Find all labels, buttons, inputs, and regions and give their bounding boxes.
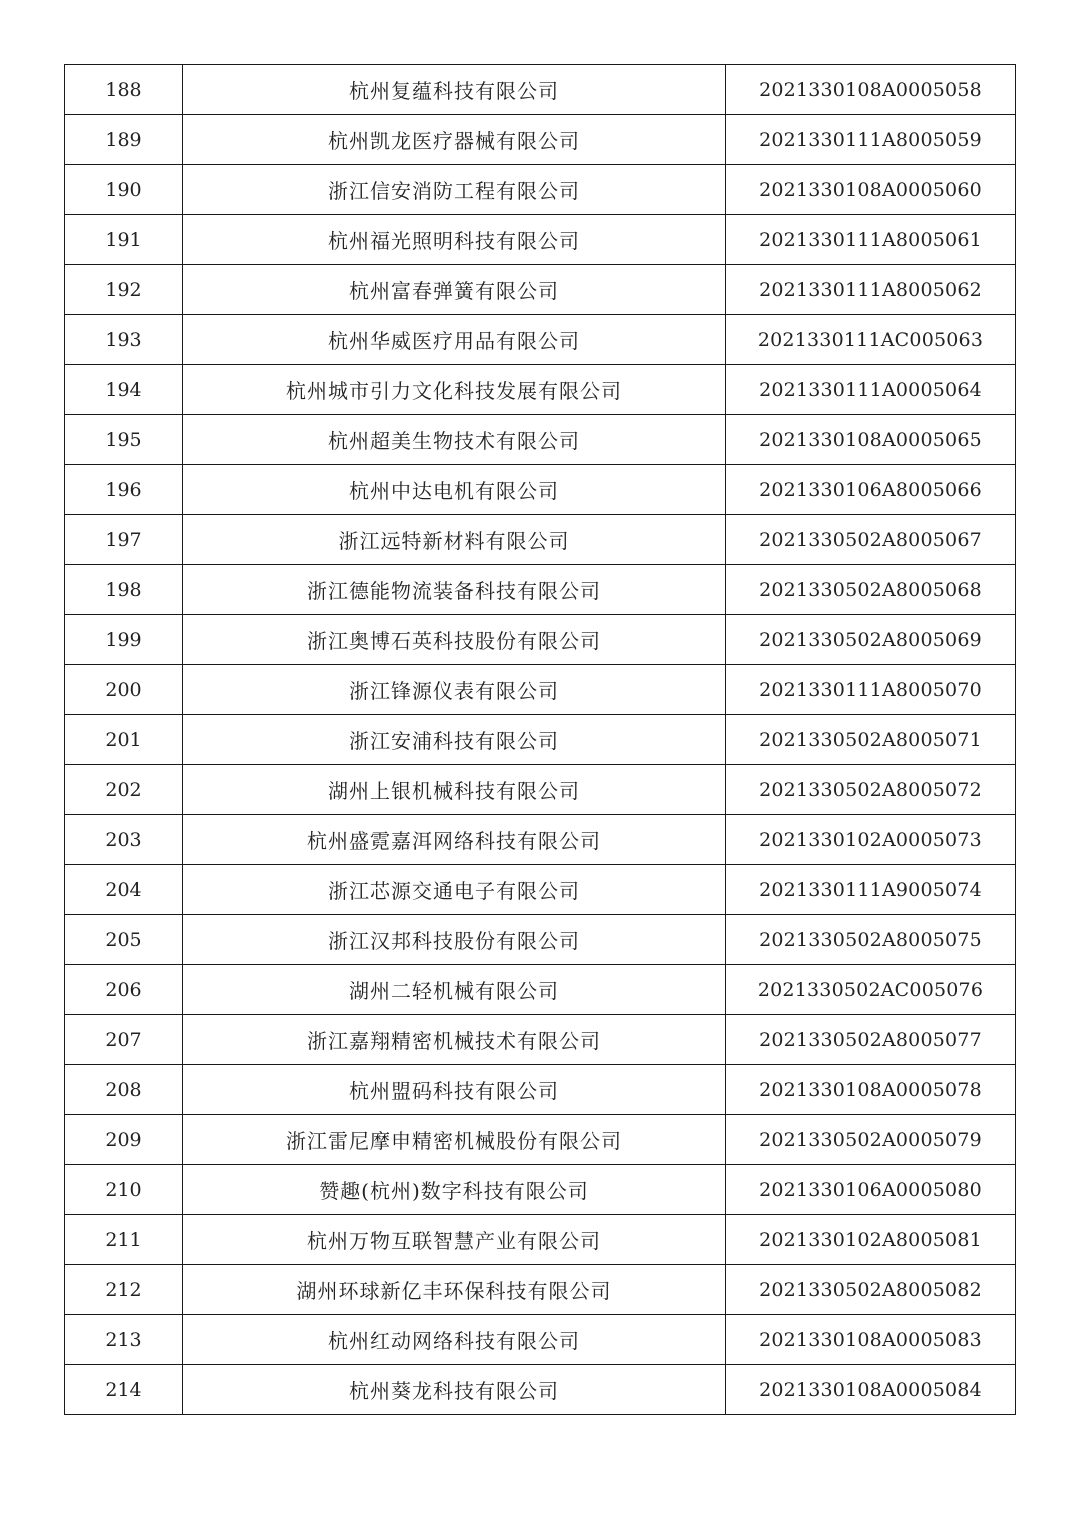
row-number-cell: 203	[65, 815, 183, 865]
row-number-cell: 199	[65, 615, 183, 665]
table-row	[65, 965, 1016, 1015]
company-name-cell: 杭州盟码科技有限公司	[183, 1065, 726, 1115]
row-number-cell: 202	[65, 765, 183, 815]
registration-code-cell: 2021330111A8005070	[726, 665, 1016, 715]
registration-code-cell: 2021330502A0005079	[726, 1115, 1016, 1165]
company-name-cell: 杭州华威医疗用品有限公司	[183, 315, 726, 365]
registration-code-cell: 2021330108A0005065	[726, 415, 1016, 465]
table-row	[65, 515, 1016, 565]
registration-code-cell: 2021330111A9005074	[726, 865, 1016, 915]
table-row	[65, 915, 1016, 965]
table-row	[65, 715, 1016, 765]
registration-code-cell: 2021330111A8005062	[726, 265, 1016, 315]
company-name-cell: 赞趣(杭州)数字科技有限公司	[183, 1165, 726, 1215]
registration-code-cell: 2021330111A8005059	[726, 115, 1016, 165]
company-name-cell: 浙江奥博石英科技股份有限公司	[183, 615, 726, 665]
row-number-cell: 205	[65, 915, 183, 965]
company-name-cell: 杭州超美生物技术有限公司	[183, 415, 726, 465]
row-number-cell: 195	[65, 415, 183, 465]
table-row	[65, 1265, 1016, 1315]
company-registry-table	[64, 64, 1016, 1415]
row-number-cell: 188	[65, 65, 183, 115]
table-row	[65, 1215, 1016, 1265]
row-number-cell: 211	[65, 1215, 183, 1265]
table-row	[65, 815, 1016, 865]
table-row	[65, 65, 1016, 115]
registration-code-cell: 2021330502A8005072	[726, 765, 1016, 815]
company-name-cell: 杭州复蕴科技有限公司	[183, 65, 726, 115]
table-row	[65, 265, 1016, 315]
registration-code-cell: 2021330106A8005066	[726, 465, 1016, 515]
company-name-cell: 浙江芯源交通电子有限公司	[183, 865, 726, 915]
row-number-cell: 190	[65, 165, 183, 215]
table-row	[65, 465, 1016, 515]
company-name-cell: 浙江雷尼摩申精密机械股份有限公司	[183, 1115, 726, 1165]
registration-code-cell: 2021330502A8005082	[726, 1265, 1016, 1315]
row-number-cell: 198	[65, 565, 183, 615]
company-name-cell: 湖州二轻机械有限公司	[183, 965, 726, 1015]
row-number-cell: 208	[65, 1065, 183, 1115]
table-row	[65, 1065, 1016, 1115]
company-name-cell: 杭州福光照明科技有限公司	[183, 215, 726, 265]
table-row	[65, 765, 1016, 815]
table-row	[65, 415, 1016, 465]
table-row	[65, 1165, 1016, 1215]
row-number-cell: 212	[65, 1265, 183, 1315]
company-name-cell: 浙江汉邦科技股份有限公司	[183, 915, 726, 965]
registration-code-cell: 2021330502AC005076	[726, 965, 1016, 1015]
registration-code-cell: 2021330502A8005075	[726, 915, 1016, 965]
table-row	[65, 615, 1016, 665]
company-name-cell: 杭州红动网络科技有限公司	[183, 1315, 726, 1365]
row-number-cell: 191	[65, 215, 183, 265]
company-name-cell: 杭州盛霓嘉洱网络科技有限公司	[183, 815, 726, 865]
table-row	[65, 665, 1016, 715]
company-name-cell: 杭州葵龙科技有限公司	[183, 1365, 726, 1415]
row-number-cell: 192	[65, 265, 183, 315]
row-number-cell: 200	[65, 665, 183, 715]
registration-code-cell: 2021330108A0005060	[726, 165, 1016, 215]
table-row	[65, 1365, 1016, 1415]
table-row	[65, 1015, 1016, 1065]
registration-code-cell: 2021330108A0005078	[726, 1065, 1016, 1115]
row-number-cell: 194	[65, 365, 183, 415]
row-number-cell: 201	[65, 715, 183, 765]
registration-code-cell: 2021330502A8005068	[726, 565, 1016, 615]
row-number-cell: 189	[65, 115, 183, 165]
company-name-cell: 浙江德能物流装备科技有限公司	[183, 565, 726, 615]
company-name-cell: 浙江远特新材料有限公司	[183, 515, 726, 565]
registration-code-cell: 2021330102A0005073	[726, 815, 1016, 865]
row-number-cell: 213	[65, 1315, 183, 1365]
company-name-cell: 杭州凯龙医疗器械有限公司	[183, 115, 726, 165]
company-name-cell: 湖州上银机械科技有限公司	[183, 765, 726, 815]
table-row	[65, 565, 1016, 615]
company-name-cell: 杭州万物互联智慧产业有限公司	[183, 1215, 726, 1265]
registration-code-cell: 2021330111A8005061	[726, 215, 1016, 265]
registration-code-cell: 2021330111A0005064	[726, 365, 1016, 415]
company-name-cell: 浙江嘉翔精密机械技术有限公司	[183, 1015, 726, 1065]
row-number-cell: 214	[65, 1365, 183, 1415]
table-row	[65, 865, 1016, 915]
registration-code-cell: 2021330502A8005071	[726, 715, 1016, 765]
row-number-cell: 197	[65, 515, 183, 565]
registration-code-cell: 2021330502A8005067	[726, 515, 1016, 565]
registration-code-cell: 2021330502A8005077	[726, 1015, 1016, 1065]
company-name-cell: 杭州城市引力文化科技发展有限公司	[183, 365, 726, 415]
table-row	[65, 165, 1016, 215]
row-number-cell: 209	[65, 1115, 183, 1165]
row-number-cell: 207	[65, 1015, 183, 1065]
registration-code-cell: 2021330102A8005081	[726, 1215, 1016, 1265]
table-row	[65, 115, 1016, 165]
row-number-cell: 196	[65, 465, 183, 515]
table-row	[65, 1115, 1016, 1165]
registration-code-cell: 2021330108A0005084	[726, 1365, 1016, 1415]
registration-code-cell: 2021330111AC005063	[726, 315, 1016, 365]
company-name-cell: 浙江安浦科技有限公司	[183, 715, 726, 765]
table-row	[65, 315, 1016, 365]
registration-code-cell: 2021330502A8005069	[726, 615, 1016, 665]
company-name-cell: 湖州环球新亿丰环保科技有限公司	[183, 1265, 726, 1315]
company-name-cell: 浙江信安消防工程有限公司	[183, 165, 726, 215]
row-number-cell: 210	[65, 1165, 183, 1215]
company-name-cell: 杭州中达电机有限公司	[183, 465, 726, 515]
row-number-cell: 193	[65, 315, 183, 365]
table-body	[65, 65, 1016, 1415]
company-name-cell: 浙江锋源仪表有限公司	[183, 665, 726, 715]
row-number-cell: 206	[65, 965, 183, 1015]
table-row	[65, 365, 1016, 415]
company-name-cell: 杭州富春弹簧有限公司	[183, 265, 726, 315]
registration-code-cell: 2021330108A0005058	[726, 65, 1016, 115]
row-number-cell: 204	[65, 865, 183, 915]
registration-code-cell: 2021330106A0005080	[726, 1165, 1016, 1215]
table-row	[65, 215, 1016, 265]
table-row	[65, 1315, 1016, 1365]
registration-code-cell: 2021330108A0005083	[726, 1315, 1016, 1365]
